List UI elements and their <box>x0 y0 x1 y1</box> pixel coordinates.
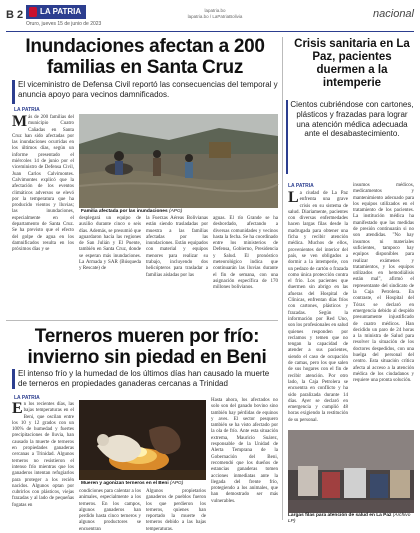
story1-photo <box>79 114 278 208</box>
section-name: nacional <box>373 8 414 20</box>
story1-lead-bar <box>12 80 15 104</box>
story2-column-1-text: n los recientes días, las bajas temperaturas en el Beni, que oscilan entre los 10 y 12 grados con un 100% de humedad y fuertes precipitaciones de lluvia, han causado la muerte de terneros en propiedades ganaderas cercanas a Trinidad. Algunos terneros no resistieron el intenso frío mientras que los ganaderos intentan refugiarlos para proteger a los recién nacidos. Algunos optan por cubrirlos con plásticos, viejas frazadas y al lado de pequeñas fogatas en <box>12 402 74 508</box>
story1-dropcap: M <box>12 113 28 130</box>
story1-lead: El viceministro de Defensa Civil reportó las consecuencias del temporal y anuncia apoyo para vecinos damnificados. <box>18 80 278 99</box>
story1-column-1-text: ás de 200 familias del municipio Cuatro Cañadas en Santa Cruz han sido afectadas por las inundaciones ocurridas en los últimos días, según un informe presentado el miércoles 14 de junio por el viceministro de Defensa Civil, Juan Carlos Calvimontes. Calvimontes explicó que la afectación de los eventos climáticos adversos se elevó por la temperatura que ha producido vientos y lluvias; las inundaciones, especialmente en el departamento de Santa Cruz. Se ha previsto que el efecto del golpe de agua en los damnificados resulta en los próximos días y se <box>12 115 74 253</box>
logo-icon <box>29 7 37 17</box>
sidebar-column-1 <box>288 191 348 427</box>
sidebar-headline: Crisis sanitaria en La Paz, pacientes duermen a la intemperie <box>294 38 410 89</box>
sidebar-column-2: insumos médicos, medicamentos y mantenimiento adecuado para los equipos utilizados en el tratamiento de los pacientes. La institución médica ha manifestado que las medidas de presión continuarán si no son atendidas. "No hay insumos ni materiales suficientes, tampoco hay equipos disponibles para realizar exámenes y tratamientos, y los equipos utilizados en hemodiálisis están mal", afirmó el representante del sindicato de la Caja Petrolera. En contraste, el Hospital del Tórax se declaró en emergencia debido al despido presuntamente injustificado de cuatro médicos. Han decidido un paro de 24 horas a la ministra de Salud para resolver la situación de los doctores despedidos, con una huelga del personal del centro. Esta situación crítica afecta al acceso a la atención médica de los ciudadanos y requiere una pronta solución. <box>353 183 414 384</box>
story2-column-1 <box>12 402 74 520</box>
story2-column-4: Algunos propietarios ganaderos de pueblos fueron los que perdieron los terneros, quienes han reportado la muerte de terneros debido a las bajas temperaturas. <box>146 489 206 532</box>
queue-photo-image <box>288 430 414 513</box>
story2-caption <box>81 481 206 487</box>
story1-column-2: desplegará un equipo de auxilio durante cinco o seis días. Además, se presumió que aguardaron hacia las regiones de San Julián y El Puente, también en Santa Cruz, donde se esperan más inundaciones. La Armada y SAR (Búsqueda y Rescate) de <box>79 216 141 272</box>
sidebar-caption <box>288 513 414 525</box>
contact-line-2: lapatria.bo / LaPatriaBolivia <box>187 14 243 19</box>
page-header <box>0 0 420 30</box>
story2-dropcap: E <box>12 400 23 417</box>
newspaper-logo[interactable] <box>26 5 86 19</box>
story2-column-2: condiciones para calentar a los animales, especialmente a los terneros. En los campos, algunos ganaderos han perdido hasta cinco terneros y algunos productores se encuentran <box>79 489 141 532</box>
contact-info <box>160 8 270 20</box>
story2-photo <box>79 400 206 480</box>
issue-date: Oruro, jueves 15 de junio de 2023 <box>26 21 102 27</box>
sidebar-rule <box>282 37 283 520</box>
sidebar-photo-credit: (Archivo LP) <box>288 513 411 524</box>
header-rule <box>6 31 414 32</box>
story1-column-4: aguas. El río Grande se ha desbordado, afectando a diversas comunidades y vecinos hasta la fecha. Se ha coordinado entre los ministerios de Defensa, Gobierno, Presidencia y Salud. El pronóstico meteorológico indica que continuarán las lluvias durante el fin de semana, con una asignación específica de 170 millones bolivianos. <box>213 216 278 291</box>
story1-caption-text: Familia afectada por las inundaciones <box>81 209 168 214</box>
logo-text: LA PATRIA <box>40 7 82 16</box>
sidebar-dropcap: L <box>288 189 299 206</box>
sidebar-lead-bar <box>286 100 288 174</box>
calves-photo-image <box>79 400 206 480</box>
story-divider <box>6 320 278 321</box>
sidebar-column-1-text: a ciudad de La Paz enfrenta una grave crisis en su sistema de salud. Diariamente, pacientes con diversas enfermedades hacen largas filas desde la madrugada para obtener una ficha y recibir atención médica. Muchos de ellos, provenientes del interior del país, se ven obligados a dormir a la intemperie, con un pedazo de cartón o frazada como única protección contra el frío. Los pacientes que duermen sin abrigo en las afueras del Hospital de Clínicas, enfrentan días fríos con cartones, plásticos y frazadas. Según la información por Red Uno, son los profesionales en salud quienes responden por reclamos y temen que no tengan la capacidad de atender a sus pacientes, siendo el caso de ocupación de camas, pero los que salen de sus hogares con el fin de recibir atención. Por otro lado, la Caja Petrolera se encuentra en conflicto y ha sido paralizada durante 14 días. Ayer se declaró en emergencia y cumplió 48 horas exigiendo la restitución de su personal. <box>288 191 348 423</box>
story1-column-3: la Fuerzas Aéreas Bolivianas están siendo trasladadas por muestra a las familias afectadas por las inundaciones. Están equipados con material y equipos menores para realizar su trabajo, incluyendo dos helicópteros para trasladar a familias aisladas por las <box>146 216 208 278</box>
story2-caption-text: Mueren y agonizan terneros en el Beni <box>81 481 169 486</box>
story1-headline: Inundaciones afectan a 200 familias en Santa Cruz <box>25 36 265 78</box>
story1-tag: LA PATRIA <box>14 107 40 113</box>
sidebar-tag: LA PATRIA <box>288 183 314 189</box>
story2-lead: El intenso frío y la humedad de los últimos días han causado la muerte de terneros en propiedades ganaderas cercanas a Trinidad <box>18 369 270 388</box>
sidebar-caption-text: Largas filas para atención de salud en La Paz <box>288 513 392 518</box>
page-number: B 2 <box>6 9 24 21</box>
story2-headline: Terneros mueren por frío: invierno sin piedad en Beni <box>27 326 267 368</box>
sidebar-lead: Cientos cubriéndose con cartones, plásticos y frazadas para lograr una atención médica adecuada ante el desabastecimiento. <box>290 100 414 139</box>
contact-line-1: lapatria.bo <box>204 8 226 13</box>
story2-lead-bar <box>12 369 15 389</box>
story1-caption <box>81 209 278 215</box>
story1-column-1 <box>12 115 74 315</box>
sidebar-photo <box>288 430 414 513</box>
story2-column-3: Hasta ahora, los afectados no solo son del ganado bovino sino también hay pérdidas de equinos y aves. El sector pesquero también se ha visto afectado por la ola de frío. Ante esta situación extrema, Mauricio Suárez, responsable de la Unidad de Alerta Temprana de la Gobernación del Beni, recomendó que los dueños de estancias ganaderas tomen acciones inmediatas ante la llegada del frente frío, protegiendo a los animales, que han demostrado ser más vulnerables. <box>211 398 278 504</box>
story2-photo-credit: (APG) <box>170 481 184 486</box>
flood-photo-image <box>79 114 278 208</box>
story1-photo-credit: (APG) <box>168 209 183 214</box>
story2-tag: LA PATRIA <box>14 395 40 401</box>
